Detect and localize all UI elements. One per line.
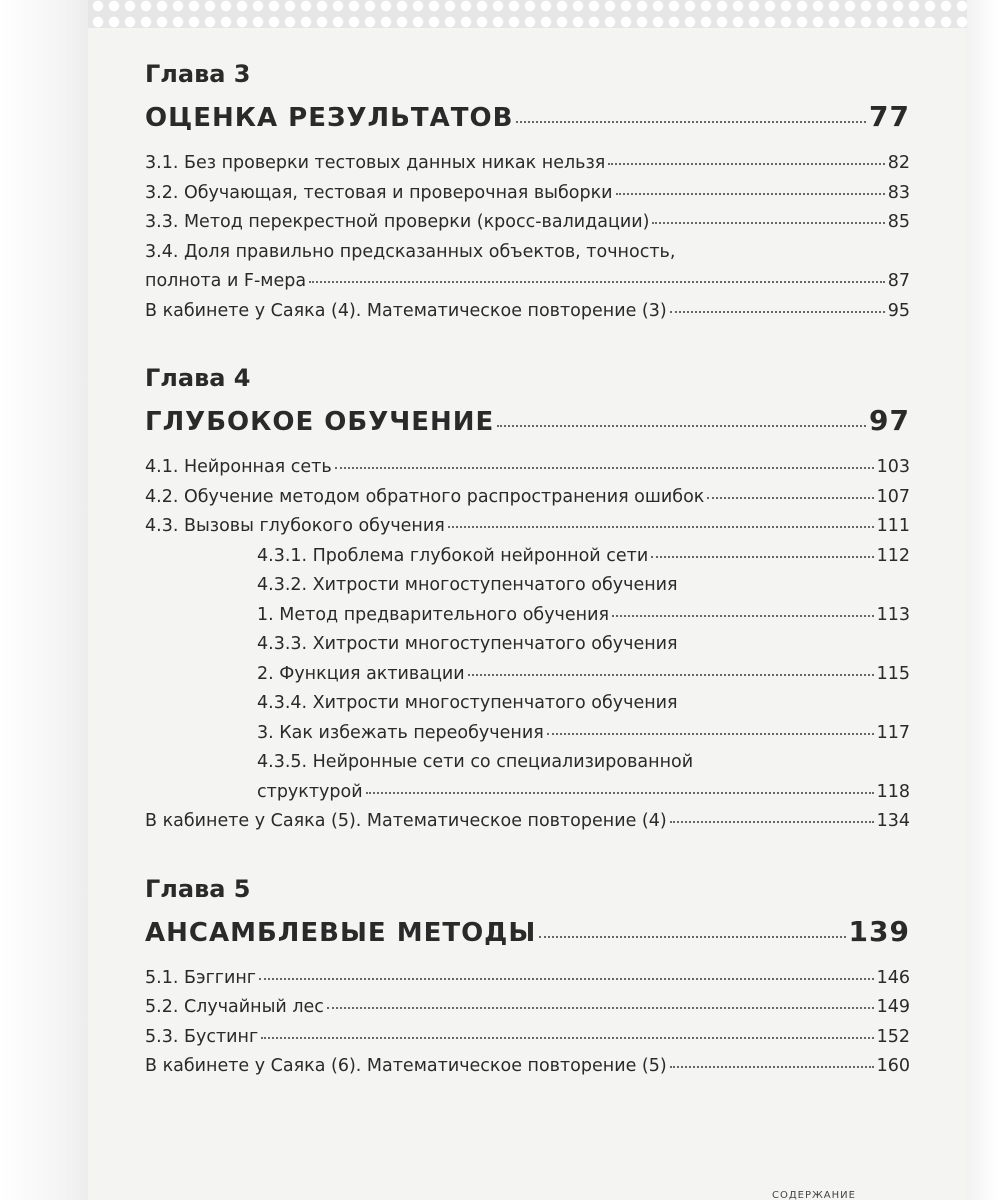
dot-leader (516, 121, 866, 123)
entry-page: 118 (876, 781, 910, 802)
toc-entry[interactable] (145, 155, 910, 173)
entry-title: 1. Метод предварительного обучения (257, 604, 609, 625)
chapter-title: ГЛУБОКОЕ ОБУЧЕНИЕ (145, 407, 495, 437)
entry-page: 117 (876, 722, 910, 743)
dot-leader (651, 556, 873, 558)
entry-title: В кабинете у Саяка (4). Математическое повторение (3) (145, 300, 667, 321)
dot-leader (670, 1066, 874, 1068)
chapter-title: ОЦЕНКА РЕЗУЛЬТАТОВ (145, 103, 514, 133)
entry-page: 83 (887, 182, 910, 203)
toc-entry[interactable] (145, 1026, 910, 1047)
dot-leader (497, 425, 866, 427)
subentry-title-line: 4.3.2. Хитрости многоступенчатого обучения (257, 575, 678, 595)
page-edge-left (0, 0, 90, 1200)
chapter-page: 97 (869, 404, 910, 437)
toc-entry[interactable] (145, 1058, 910, 1076)
chapter-title-row[interactable] (145, 914, 910, 948)
entry-page: 95 (887, 300, 910, 321)
entry-page: 82 (887, 153, 910, 173)
dot-leader (468, 674, 874, 676)
dot-leader (261, 1037, 873, 1039)
entry-title: структурой (257, 781, 363, 802)
entry-page: 146 (876, 967, 910, 988)
toc-entry[interactable] (145, 182, 910, 203)
chapter-title-row[interactable] (145, 404, 910, 437)
dot-leader (670, 311, 885, 313)
dot-leader (309, 281, 885, 283)
dot-leader (608, 163, 884, 165)
entry-page: 112 (876, 545, 910, 566)
entry-page: 107 (876, 486, 910, 507)
dot-leader (707, 497, 873, 499)
dot-leader (612, 615, 874, 617)
entry-title: 4.3. Вызовы глубокого обучения (145, 516, 445, 536)
entry-title: 5.1. Бэггинг (145, 967, 256, 988)
chapter-5 (145, 874, 910, 1076)
entry-page: 152 (876, 1026, 910, 1047)
entry-page: 113 (876, 604, 910, 625)
entry-page: 115 (876, 663, 910, 684)
entry-title: полнота и F-мера (145, 271, 307, 291)
subentry-title-line: 4.3.5. Нейронные сети со специализированной (257, 752, 694, 772)
entry-page: 160 (876, 1056, 910, 1076)
entry-title: 4.2. Обучение методом обратного распространения ошибок (145, 486, 705, 507)
toc-subentry[interactable] (257, 604, 910, 625)
entry-title: 3. Как избежать переобучения (257, 722, 544, 743)
toc-entry[interactable] (145, 813, 910, 831)
chapter-page: 139 (848, 914, 910, 948)
table-of-contents (145, 50, 910, 1076)
subentry-title-line: 4.3.3. Хитрости многоступенчатого обучения (257, 634, 678, 654)
entry-page: 149 (876, 997, 910, 1017)
chapter-label: Глава 4 (145, 364, 251, 392)
entry-title: 5.2. Случайный лес (145, 997, 324, 1017)
entry-title: В кабинете у Саяка (6). Математическое повторение (5) (145, 1056, 667, 1076)
chapter-label: Глава 5 (145, 874, 251, 903)
dot-leader (547, 733, 874, 735)
chapter-page: 77 (869, 100, 910, 133)
toc-subentry[interactable] (257, 663, 910, 684)
entry-page: 87 (887, 271, 910, 291)
toc-subentry[interactable] (257, 722, 910, 743)
entry-title: В кабинете у Саяка (5). Математическое повторение (4) (145, 811, 667, 831)
toc-entry[interactable] (145, 486, 910, 507)
dot-leader (366, 792, 874, 794)
dot-leader (539, 936, 845, 938)
entry-page: 111 (876, 516, 910, 536)
toc-entry[interactable] (145, 273, 910, 291)
toc-subentry[interactable] (257, 781, 910, 802)
dot-leader (259, 978, 874, 980)
page-footer-label: СОДЕРЖАНИЕ (772, 1190, 856, 1201)
chapter-label: Глава 3 (145, 60, 251, 88)
toc-entry[interactable] (145, 459, 910, 477)
chapter-4 (145, 366, 910, 831)
toc-entry[interactable] (145, 999, 910, 1017)
entry-page: 85 (887, 212, 910, 232)
dot-leader (335, 467, 874, 469)
dot-leader (670, 821, 874, 823)
entry-title: 3.3. Метод перекрестной проверки (кросс-валидации) (145, 212, 650, 232)
entry-page: 103 (876, 457, 910, 477)
entry-title: 2. Функция активации (257, 663, 465, 684)
dot-leader (616, 193, 885, 195)
top-decorative-border (88, 0, 970, 28)
dot-leader (652, 222, 884, 224)
entry-page: 134 (876, 811, 910, 831)
toc-entry[interactable] (145, 214, 910, 232)
toc-entry[interactable] (145, 518, 910, 536)
toc-entry[interactable] (145, 300, 910, 321)
subentry-title-line: 4.3.4. Хитрости многоступенчатого обучения (257, 693, 678, 713)
entry-title: 3.1. Без проверки тестовых данных никак нельзя (145, 153, 606, 173)
dot-leader (448, 526, 874, 528)
page-edge-right (967, 0, 997, 1200)
toc-subentry[interactable] (257, 545, 910, 566)
chapter-3 (145, 62, 910, 320)
entry-title-line: 3.4. Доля правильно предсказанных объектов, точность, (145, 241, 676, 262)
entry-title: 3.2. Обучающая, тестовая и проверочная выборки (145, 182, 613, 203)
chapter-title-row[interactable] (145, 100, 910, 133)
dot-leader (327, 1007, 874, 1009)
entry-title: 4.1. Нейронная сеть (145, 457, 332, 477)
entry-title: 4.3.1. Проблема глубокой нейронной сети (257, 545, 649, 566)
chapter-title: АНСАМБЛЕВЫЕ МЕТОДЫ (145, 917, 537, 948)
toc-entry[interactable] (145, 967, 910, 988)
entry-title: 5.3. Бустинг (145, 1026, 259, 1047)
